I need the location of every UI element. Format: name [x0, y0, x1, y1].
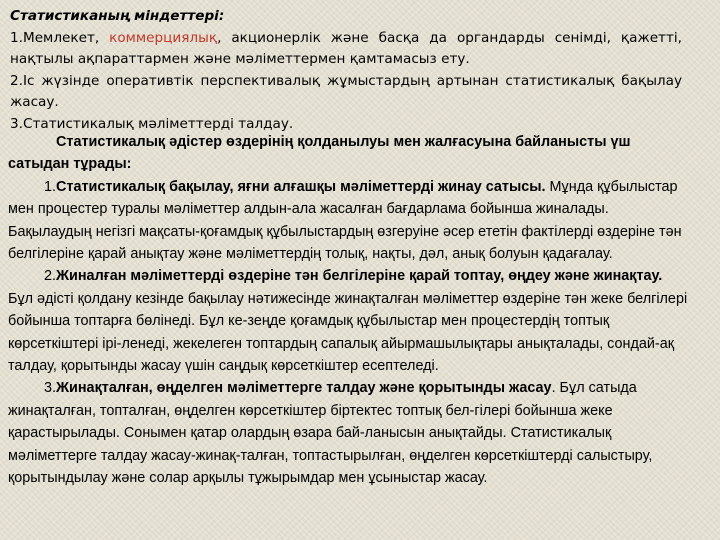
tasks-heading: Статистиканың міндеттері — [10, 8, 219, 24]
stage-3-number: 3. — [44, 380, 57, 397]
stage-1-bold: Статистикалық бақылау, яғни алғашқы мәліметтерді жинау сатысы. — [56, 178, 546, 195]
task-1-highlight: коммерциялық — [109, 29, 218, 46]
stage-2-text: Бұл әдісті қолдану кезінде бақылау нәтижесінде жинақталған мәліметтер өздеріне тән жеке белгілері бойынша топтарға бөлінеді. Бұл ке-зеңде қоғамдық құбылыстар мен процестердің топтық көрсеткіштері ірі-ленеді, жекелеген топтардың сапалық айырмашылықтары анықталады, сондай-ақ талдау, қорытынды жасау үшін саңдық көрсеткіштер есептеледі. — [8, 290, 688, 375]
stage-3-bold: Жинақталған, өңделген мәліметтерге талдау және қорытынды жасау — [56, 380, 552, 397]
task-item-2: 2.Іс жүзінде оперативтік перспективалық жұмыстардың артынан статистикалық бақылау жасау. — [10, 72, 682, 110]
stages-section — [8, 131, 690, 490]
stages-title: Статистикалық әдістер өздерінің қолданылуы мен жалғасуына байланысты үш сатыдан тұрады: — [8, 134, 631, 173]
stage-2-bold: Жиналған мәліметтерді өздеріне тән белгілеріне қарай топтау, өңдеу және жинақтау. — [56, 268, 663, 285]
task-item-1 — [10, 28, 682, 71]
stage-1-number: 1. — [44, 178, 57, 195]
tasks-heading-line — [10, 6, 682, 28]
stage-1-paragraph — [8, 176, 690, 266]
stage-1-text: Мұнда құбылыстар мен процестер туралы мәліметтер алдын-ала жасалған бағдарлама бойынша жиналады. Бақылаудың негізгі мақсаты-қоғамдық құбылыстардың өзгеруіне әсер ететін фактілерді өздеріне тән белгілеріне қарай анықтау және мәліметтердің толық, нақты, дәл, анық болуын қадағалау. — [8, 178, 682, 263]
stage-2-number: 2. — [44, 268, 57, 285]
task-1-suffix: , акционерлік және басқа да органдарды сенімді, қажетті, нақтылы ақпараттармен және мәліметтермен қамтамасыз ету. — [10, 29, 682, 67]
task-1-prefix: 1.Мемлекет, — [10, 29, 110, 46]
tasks-section — [10, 6, 682, 135]
stage-3-paragraph — [8, 377, 690, 489]
tasks-heading-colon: : — [218, 8, 225, 24]
stage-3-text: . Бұл сатыда жинақталған, топталған, өңделген көрсеткіштер біртектес топтық бел-гілері бойынша жеке қарастырылады. Сонымен қатар олардың өзара бай-ланысын анықтайды. Статистикалық мәліметтерге талдау жасау-жинақ-талған, топтастырылған, өңделген көрсеткіштерді салыстыру, қорытындылау және солар арқылы тұжырымдар мен ұсыныстар жасау. — [8, 380, 653, 487]
task-item-3: 3.Статистикалық мәліметтерді талдау. — [10, 115, 294, 132]
stage-2-paragraph — [8, 265, 690, 377]
